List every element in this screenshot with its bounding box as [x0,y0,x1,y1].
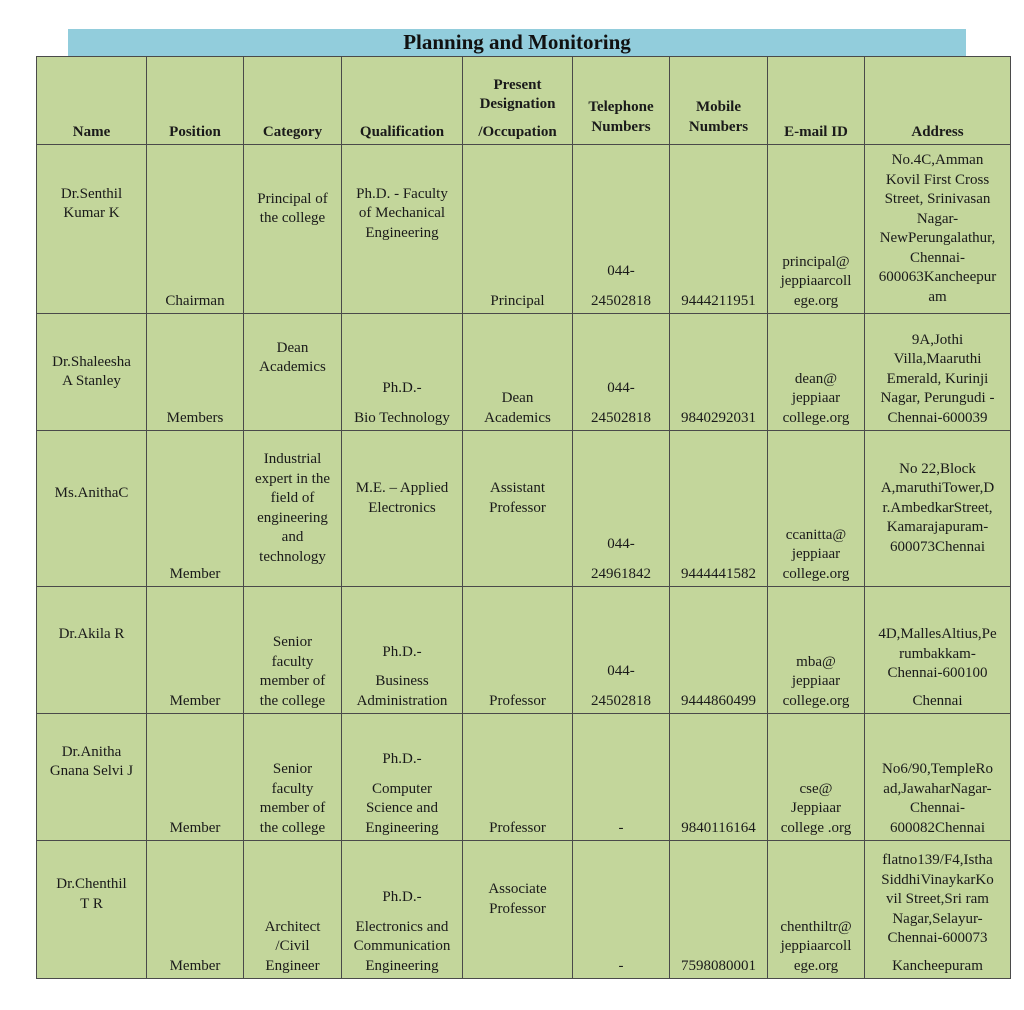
telephone-cell [573,314,670,431]
address-line: r.AmbedkarStreet, [882,499,993,516]
address-line: No.4C,Amman [891,152,984,168]
qualification-cell [342,841,463,979]
designation-line: Professor [489,499,546,516]
email-line: college.org [782,409,850,426]
address-line: Kancheepuram [892,957,983,974]
category-line: Senior [272,634,313,650]
category-line: faculty [271,653,314,670]
category-cell [244,714,342,841]
category-cell [244,314,342,431]
category-line: Academics [259,359,326,375]
address-line: 600073Chennai [890,538,985,555]
qualification-line: Electronics and [355,918,449,935]
telephone-cell [573,841,670,979]
address-line: Chennai-600073 [887,930,988,946]
qualification-line: Engineering [365,819,439,836]
qualification-cell [342,431,463,587]
name-cell [37,145,147,314]
email-line: cse@ [799,780,833,797]
email-line: jeppiaarcoll [780,938,852,954]
header-designation: Present Designation /Occupation [463,57,573,145]
qualification-cell [342,145,463,314]
address-line: Kovil First Cross [885,171,990,188]
telephone-cell [573,431,670,587]
mobile-line: 9444211951 [681,292,756,309]
category-line: Dean [276,339,309,356]
designation-line: Principal [490,292,545,309]
header-telephone: Telephone Numbers [573,57,670,145]
address-line: Villa,Maaruthi [893,351,982,367]
category-line: the college [259,692,326,709]
email-line: college.org [782,565,850,582]
category-line: and [281,529,304,545]
category-line: Principal of [257,190,328,207]
mobile-line: 9840116164 [681,819,756,836]
category-cell [244,145,342,314]
email-line: jeppiaar [791,546,841,562]
qualification-line: Ph.D. - Faculty [356,185,448,202]
name-cell [37,714,147,841]
email-line: ege.org [793,957,839,974]
header-position: Position [147,57,244,145]
address-line: Chennai [912,692,963,709]
header-email: E-mail ID [768,57,865,145]
email-line: chenthiltr@ [780,918,852,935]
address-line: ad,JawaharNagar- [883,780,992,797]
address-line: Street, Srinivasan [884,191,991,207]
telephone-cell [573,145,670,314]
mobile-cell [670,431,768,587]
address-line: vil Street,Sri ram [886,891,989,907]
category-line: member of [259,673,326,689]
telephone-line: 044- [607,663,635,679]
email-cell[interactable] [768,714,865,841]
address-cell [865,314,1011,431]
qualification-line: Ph.D.- [382,380,422,396]
category-line: member of [259,800,326,816]
address-line: rumbakkam- [899,645,976,662]
category-line: Architect [264,918,321,935]
address-line: am [928,288,947,305]
position-line: Chairman [165,292,225,309]
designation-cell [463,431,573,587]
address-cell [865,431,1011,587]
category-line: engineering [257,509,328,526]
name-line: Dr.Akila R [58,626,125,643]
address-line: 600063Kancheepur [878,269,997,285]
designation-line: Professor [489,900,546,917]
header-mobile: Mobile Numbers [670,57,768,145]
email-line: ege.org [793,292,839,309]
mobile-line: 7598080001 [681,957,756,974]
address-cell [865,841,1011,979]
table-row [37,714,1011,841]
mobile-cell [670,145,768,314]
qualification-cell [342,714,463,841]
address-line: Nagar, Perungudi - [880,390,995,406]
mobile-cell [670,714,768,841]
position-line: Member [169,819,221,836]
category-cell [244,841,342,979]
email-line: Jeppiaar [791,800,841,816]
address-cell [865,145,1011,314]
designation-line: Assistant [489,480,545,496]
qualification-line: Ph.D.- [382,643,422,660]
email-line: college.org [782,692,850,709]
name-cell [37,841,147,979]
designation-line: Academics [484,409,551,426]
address-line: Nagar- [916,210,959,227]
name-line: A Stanley [62,373,121,389]
category-line: expert in the [255,470,330,487]
email-line: mba@ [796,653,836,670]
address-line: Nagar,Selayur- [892,910,983,927]
mobile-line: 9840292031 [681,409,756,426]
committee-table [36,56,1011,979]
telephone-cell [573,587,670,714]
address-line: Chennai-600039 [887,409,988,426]
qualification-line: Communication [353,938,451,954]
category-line: field of [270,490,315,506]
address-line: Chennai-600100 [887,665,988,681]
telephone-line: 044- [607,263,635,279]
telephone-line: 044- [607,380,635,396]
position-cell [147,314,244,431]
category-line: the college [259,819,326,836]
address-line: 9A,Jothi [911,331,964,348]
name-line: T R [80,895,103,912]
name-line: Kumar K [63,205,120,221]
telephone-line: 24961842 [591,565,651,582]
address-line: 600082Chennai [890,819,985,836]
name-line: Dr.Senthil [60,185,123,202]
header-name: Name [37,57,147,145]
position-line: Members [166,409,224,426]
qualification-line: Ph.D.- [382,751,422,767]
telephone-line: 044- [607,536,635,552]
mobile-cell [670,841,768,979]
name-cell [37,587,147,714]
address-line: Chennai- [910,249,965,266]
email-cell[interactable] [768,145,865,314]
email-line: jeppiaar [791,390,841,406]
email-cell[interactable] [768,314,865,431]
header-row [37,57,1011,145]
email-cell[interactable] [768,841,865,979]
table-row [37,431,1011,587]
designation-line: Professor [489,819,546,836]
category-line: technology [259,548,326,565]
address-line: A,maruthiTower,D [880,480,995,497]
category-line: faculty [271,780,314,797]
address-line: NewPerungalathur, [879,230,996,246]
designation-cell [463,841,573,979]
position-line: Member [169,692,221,709]
qualification-cell [342,587,463,714]
qualification-line: Computer [372,780,432,797]
email-line: principal@ [782,253,850,270]
position-cell [147,145,244,314]
telephone-line: - [618,819,624,836]
qualification-line: Electronics [368,499,436,516]
email-line: college .org [780,819,852,836]
category-line: Industrial [263,451,322,467]
category-cell [244,431,342,587]
header-address: Address [865,57,1011,145]
name-cell [37,314,147,431]
position-line: Member [169,565,221,582]
name-line: Gnana Selvi J [49,763,134,779]
mobile-cell [670,314,768,431]
telephone-line: - [618,957,624,974]
mobile-cell [670,587,768,714]
address-line: Kamarajapuram- [886,519,989,536]
address-line: Emerald, Kurinji [886,370,989,387]
telephone-line: 24502818 [591,692,651,709]
address-line: No6/90,TempleRo [881,761,994,777]
designation-line: Professor [489,692,546,709]
email-cell[interactable] [768,431,865,587]
qualification-line: Science and [365,800,439,816]
table-row [37,314,1011,431]
address-line: SiddhiVinaykarKo [881,871,994,888]
designation-cell [463,587,573,714]
position-cell [147,587,244,714]
table-row [37,587,1011,714]
name-line: Dr.Anitha [61,743,122,760]
table-row [37,841,1011,979]
mobile-line: 9444441582 [681,565,756,582]
email-line: dean@ [794,370,838,387]
name-line: Ms.AnithaC [54,484,129,501]
email-line: jeppiaarcoll [780,273,852,289]
email-line: jeppiaar [791,673,841,689]
designation-cell [463,714,573,841]
table-row [37,145,1011,314]
designation-line: Associate [488,881,547,897]
qualification-line: Engineering [365,224,439,241]
category-line: Engineer [265,957,320,974]
qualification-cell [342,314,463,431]
email-cell[interactable] [768,587,865,714]
page-title: Planning and Monitoring [68,29,966,56]
qualification-line: Business [375,673,429,689]
category-line: Senior [272,761,313,777]
address-line: flatno139/F4,Istha [882,852,993,868]
position-cell [147,841,244,979]
email-line: ccanitta@ [785,526,847,543]
qualification-line: M.E. – Applied [355,480,449,496]
qualification-line: Ph.D.- [382,889,422,905]
header-qualification: Qualification [342,57,463,145]
name-cell [37,431,147,587]
telephone-line: 24502818 [591,409,651,426]
address-line: 4D,MallesAltius,Pe [878,626,997,642]
telephone-line: 24502818 [591,292,651,309]
name-line: Dr.Shaleesha [52,353,131,370]
position-cell [147,714,244,841]
telephone-cell [573,714,670,841]
name-line: Dr.Chenthil [56,876,127,892]
address-cell [865,714,1011,841]
address-line: Chennai- [910,800,965,816]
qualification-line: Administration [356,692,448,709]
category-cell [244,587,342,714]
address-cell [865,587,1011,714]
position-cell [147,431,244,587]
category-line: /Civil [275,938,310,954]
mobile-line: 9444860499 [681,692,756,709]
address-line: No 22,Block [899,460,976,477]
header-category: Category [244,57,342,145]
designation-line: Dean [501,390,534,406]
position-line: Member [169,957,221,974]
category-line: the college [259,210,326,226]
designation-cell [463,314,573,431]
qualification-line: Bio Technology [354,409,450,426]
designation-cell [463,145,573,314]
qualification-line: Engineering [365,957,439,974]
qualification-line: of Mechanical [358,205,446,222]
